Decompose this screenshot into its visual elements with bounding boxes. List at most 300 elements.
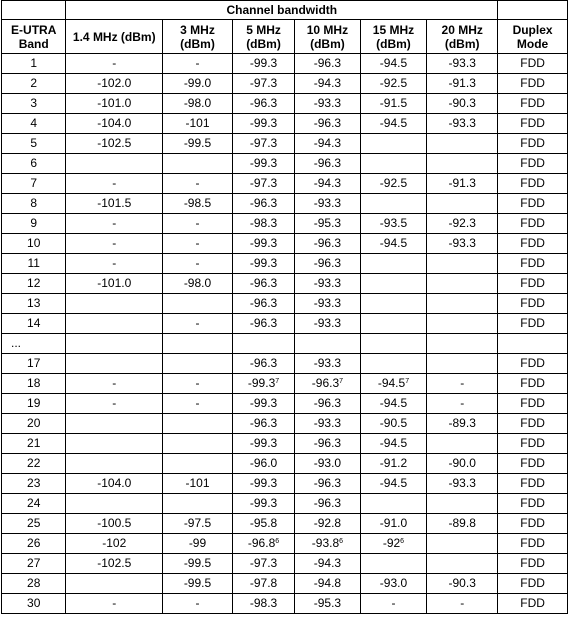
duplex-mode-cell: FDD <box>498 434 568 454</box>
value-cell-5mhz <box>232 114 294 134</box>
value-text: -98.3 <box>249 216 278 230</box>
duplex-mode-cell: FDD <box>498 274 568 294</box>
value-cell-3mhz <box>163 354 233 374</box>
value-cell-20mhz <box>427 474 498 494</box>
value-text: -97.5 <box>183 516 212 530</box>
duplex-mode-cell: FDD <box>498 354 568 374</box>
table-row <box>2 474 568 494</box>
value-cell-3mhz <box>163 394 233 414</box>
value-text: -94.5 <box>377 376 406 390</box>
value-text: -99.3 <box>249 56 278 70</box>
value-text: -95.3 <box>313 216 342 230</box>
value-text: -96.3 <box>313 116 342 130</box>
value-text: -95.8 <box>249 516 278 530</box>
value-cell-5mhz <box>232 294 294 314</box>
value-cell-3mhz <box>163 334 233 354</box>
value-text: -93.3 <box>313 296 342 310</box>
value-text: - <box>460 396 465 410</box>
value-text: -101.0 <box>97 96 132 110</box>
band-cell: 14 <box>2 314 66 334</box>
value-cell-20mhz <box>427 374 498 394</box>
band-cell: 21 <box>2 434 66 454</box>
duplex-mode-cell <box>498 334 568 354</box>
value-cell-20mhz <box>427 494 498 514</box>
value-cell-5mhz <box>232 474 294 494</box>
value-cell-3mhz <box>163 594 233 614</box>
band-cell: 26 <box>2 534 66 554</box>
value-cell-1-4mhz <box>66 574 163 594</box>
value-cell-3mhz <box>163 234 233 254</box>
value-text: -101 <box>185 476 210 490</box>
value-text: -93.3 <box>313 196 342 210</box>
table-row <box>2 134 568 154</box>
table-row <box>2 114 568 134</box>
value-text: -96.3 <box>249 276 278 290</box>
duplex-mode-cell: FDD <box>498 314 568 334</box>
duplex-mode-cell: FDD <box>498 254 568 274</box>
table-body <box>2 54 568 614</box>
band-cell: 17 <box>2 354 66 374</box>
value-cell-5mhz <box>232 94 294 114</box>
value-cell-5mhz <box>232 494 294 514</box>
table-row <box>2 94 568 114</box>
value-text: -96.3 <box>313 436 342 450</box>
value-cell-15mhz <box>360 474 427 494</box>
value-text: - <box>112 176 117 190</box>
table-row <box>2 414 568 434</box>
value-text: -96.3 <box>311 376 340 390</box>
value-cell-1-4mhz <box>66 234 163 254</box>
value-cell-15mhz <box>360 414 427 434</box>
value-text: -97.3 <box>249 76 278 90</box>
value-cell-10mhz <box>295 514 361 534</box>
duplex-mode-cell: FDD <box>498 394 568 414</box>
duplex-mode-cell: FDD <box>498 94 568 114</box>
value-cell-15mhz <box>360 54 427 74</box>
value-text: -97.3 <box>249 136 278 150</box>
duplex-mode-cell: FDD <box>498 114 568 134</box>
duplex-mode-cell: FDD <box>498 214 568 234</box>
value-cell-3mhz <box>163 114 233 134</box>
value-text: -99.3 <box>247 376 276 390</box>
value-text: -93.3 <box>448 56 476 70</box>
value-cell-15mhz <box>360 594 427 614</box>
value-cell-20mhz <box>427 174 498 194</box>
band-header-top <box>2 1 66 20</box>
value-text: -93.5 <box>379 216 408 230</box>
value-cell-15mhz <box>360 454 427 474</box>
value-text: - <box>112 396 117 410</box>
band-cell: 30 <box>2 594 66 614</box>
band-cell: 19 <box>2 394 66 414</box>
duplex-mode-cell: FDD <box>498 154 568 174</box>
value-text: -100.5 <box>97 516 132 530</box>
value-text: - <box>195 236 200 250</box>
value-cell-5mhz <box>232 134 294 154</box>
value-text: -91.3 <box>448 176 476 190</box>
value-cell-1-4mhz <box>66 254 163 274</box>
value-cell-20mhz <box>427 354 498 374</box>
value-cell-3mhz <box>163 214 233 234</box>
value-cell-3mhz <box>163 154 233 174</box>
value-text: -94.5 <box>379 236 408 250</box>
value-text: -104.0 <box>97 116 132 130</box>
table-row <box>2 494 568 514</box>
value-text: -94.5 <box>379 56 408 70</box>
value-cell-20mhz <box>427 274 498 294</box>
value-text: - <box>460 596 465 610</box>
value-text: -102.0 <box>97 76 132 90</box>
value-text: -98.3 <box>249 596 278 610</box>
value-text: -93.3 <box>448 116 476 130</box>
value-text: -91.5 <box>379 96 408 110</box>
value-text: - <box>460 376 465 390</box>
band-cell: 4 <box>2 114 66 134</box>
value-cell-10mhz <box>295 394 361 414</box>
band-cell: 6 <box>2 154 66 174</box>
value-text: -92.3 <box>448 216 476 230</box>
value-text: -92.5 <box>379 176 408 190</box>
value-cell-20mhz <box>427 154 498 174</box>
table-row <box>2 174 568 194</box>
band-column-header: E-UTRA Band <box>2 20 66 54</box>
value-cell-3mhz <box>163 94 233 114</box>
value-cell-3mhz <box>163 454 233 474</box>
value-cell-15mhz <box>360 74 427 94</box>
value-cell-10mhz <box>295 214 361 234</box>
value-cell-5mhz <box>232 554 294 574</box>
column-header-5mhz: 5 MHz (dBm) <box>232 20 294 54</box>
value-text: -102.5 <box>97 136 132 150</box>
value-cell-10mhz <box>295 334 361 354</box>
value-text: -96.3 <box>249 96 278 110</box>
value-cell-15mhz <box>360 494 427 514</box>
value-cell-3mhz <box>163 74 233 94</box>
value-text: -101 <box>185 116 210 130</box>
value-text: -96.3 <box>249 196 278 210</box>
channel-bandwidth-header: Channel bandwidth <box>66 1 498 20</box>
value-cell-15mhz <box>360 374 427 394</box>
value-cell-1-4mhz <box>66 294 163 314</box>
value-cell-20mhz <box>427 554 498 574</box>
value-cell-20mhz <box>427 114 498 134</box>
value-cell-20mhz <box>427 194 498 214</box>
duplex-mode-cell: FDD <box>498 414 568 434</box>
value-cell-20mhz <box>427 594 498 614</box>
value-text: -94.3 <box>313 556 342 570</box>
value-text: -90.0 <box>448 456 476 470</box>
value-cell-5mhz <box>232 194 294 214</box>
value-text: -96.3 <box>249 356 278 370</box>
value-cell-20mhz <box>427 314 498 334</box>
value-cell-10mhz <box>295 534 361 554</box>
value-cell-20mhz <box>427 234 498 254</box>
value-cell-10mhz <box>295 494 361 514</box>
duplex-mode-header: Duplex Mode <box>498 20 568 54</box>
value-cell-5mhz <box>232 514 294 534</box>
value-text: -97.3 <box>249 176 278 190</box>
value-text: -99.3 <box>249 476 278 490</box>
value-cell-10mhz <box>295 74 361 94</box>
value-text: - <box>112 376 117 390</box>
table-row <box>2 354 568 374</box>
table-row <box>2 54 568 74</box>
value-text: -94.3 <box>313 136 342 150</box>
value-text: -96.3 <box>313 476 342 490</box>
value-text: -93.0 <box>313 456 342 470</box>
value-text: -92.8 <box>313 516 342 530</box>
value-text: -99 <box>188 536 207 550</box>
table-row <box>2 394 568 414</box>
value-cell-5mhz <box>232 354 294 374</box>
value-cell-3mhz <box>163 374 233 394</box>
value-cell-3mhz <box>163 554 233 574</box>
band-cell: 10 <box>2 234 66 254</box>
value-cell-10mhz <box>295 374 361 394</box>
value-text: -101.0 <box>97 276 132 290</box>
value-text: -99.5 <box>183 576 212 590</box>
value-cell-10mhz <box>295 94 361 114</box>
value-cell-15mhz <box>360 254 427 274</box>
duplex-mode-cell: FDD <box>498 574 568 594</box>
value-text: -102.5 <box>97 556 132 570</box>
value-cell-3mhz <box>163 514 233 534</box>
value-cell-1-4mhz <box>66 114 163 134</box>
value-text: - <box>112 596 117 610</box>
value-cell-5mhz <box>232 274 294 294</box>
value-cell-10mhz <box>295 294 361 314</box>
duplex-mode-cell: FDD <box>498 134 568 154</box>
value-text: -94.8 <box>313 576 342 590</box>
value-text: -93.3 <box>313 416 342 430</box>
table-row <box>2 214 568 234</box>
value-cell-3mhz <box>163 254 233 274</box>
value-cell-20mhz <box>427 574 498 594</box>
value-cell-1-4mhz <box>66 594 163 614</box>
band-cell: 9 <box>2 214 66 234</box>
duplex-mode-cell: FDD <box>498 234 568 254</box>
value-text: - <box>195 256 200 270</box>
value-cell-1-4mhz <box>66 414 163 434</box>
value-text: -89.3 <box>448 416 476 430</box>
value-cell-15mhz <box>360 94 427 114</box>
value-text: -96.0 <box>249 456 278 470</box>
duplex-mode-cell: FDD <box>498 594 568 614</box>
value-cell-20mhz <box>427 434 498 454</box>
duplex-mode-cell: FDD <box>498 494 568 514</box>
value-text: -93.3 <box>313 356 342 370</box>
value-cell-15mhz <box>360 534 427 554</box>
band-cell: ... <box>2 334 66 354</box>
value-cell-5mhz <box>232 534 294 554</box>
value-text: -93.0 <box>379 576 408 590</box>
value-cell-3mhz <box>163 414 233 434</box>
value-cell-1-4mhz <box>66 554 163 574</box>
value-cell-1-4mhz <box>66 94 163 114</box>
value-text: - <box>195 396 200 410</box>
footnote-marker: 6 <box>400 538 405 545</box>
value-cell-3mhz <box>163 574 233 594</box>
value-cell-1-4mhz <box>66 514 163 534</box>
value-text: - <box>391 596 396 610</box>
value-cell-1-4mhz <box>66 474 163 494</box>
value-cell-15mhz <box>360 234 427 254</box>
value-cell-10mhz <box>295 234 361 254</box>
value-cell-1-4mhz <box>66 174 163 194</box>
duplex-mode-cell: FDD <box>498 554 568 574</box>
value-text: -104.0 <box>97 476 132 490</box>
duplex-mode-cell: FDD <box>498 374 568 394</box>
value-cell-20mhz <box>427 394 498 414</box>
value-text: - <box>195 176 200 190</box>
value-cell-5mhz <box>232 154 294 174</box>
duplex-mode-cell: FDD <box>498 454 568 474</box>
value-cell-3mhz <box>163 474 233 494</box>
value-text: -98.0 <box>183 96 212 110</box>
value-cell-10mhz <box>295 134 361 154</box>
duplex-mode-cell: FDD <box>498 74 568 94</box>
value-cell-10mhz <box>295 454 361 474</box>
band-cell: 28 <box>2 574 66 594</box>
value-cell-10mhz <box>295 354 361 374</box>
value-cell-20mhz <box>427 134 498 154</box>
table-row <box>2 234 568 254</box>
value-cell-15mhz <box>360 134 427 154</box>
value-cell-15mhz <box>360 194 427 214</box>
value-cell-15mhz <box>360 174 427 194</box>
footnote-marker: 7 <box>405 378 410 385</box>
value-cell-1-4mhz <box>66 134 163 154</box>
value-cell-1-4mhz <box>66 214 163 234</box>
band-cell: 27 <box>2 554 66 574</box>
value-text: -96.3 <box>249 296 278 310</box>
value-text: -93.3 <box>313 276 342 290</box>
table-row <box>2 514 568 534</box>
value-text: -93.3 <box>313 316 342 330</box>
table-row <box>2 454 568 474</box>
value-cell-5mhz <box>232 594 294 614</box>
value-cell-10mhz <box>295 254 361 274</box>
value-cell-3mhz <box>163 54 233 74</box>
band-cell: 25 <box>2 514 66 534</box>
value-text: -96.3 <box>313 56 342 70</box>
value-cell-1-4mhz <box>66 434 163 454</box>
column-header-3mhz: 3 MHz (dBm) <box>163 20 233 54</box>
band-cell: 11 <box>2 254 66 274</box>
table-row <box>2 534 568 554</box>
table-row <box>2 274 568 294</box>
table-row <box>2 434 568 454</box>
table-row <box>2 294 568 314</box>
duplex-mode-cell: FDD <box>498 294 568 314</box>
value-text: -93.8 <box>311 536 340 550</box>
value-text: -94.5 <box>379 476 408 490</box>
value-text: -102 <box>102 536 127 550</box>
value-text: -99.3 <box>249 116 278 130</box>
band-cell: 8 <box>2 194 66 214</box>
reference-sensitivity-table <box>1 0 568 614</box>
value-cell-15mhz <box>360 154 427 174</box>
value-cell-5mhz <box>232 414 294 434</box>
value-text: -93.3 <box>448 476 476 490</box>
value-cell-1-4mhz <box>66 534 163 554</box>
value-cell-1-4mhz <box>66 334 163 354</box>
value-cell-5mhz <box>232 454 294 474</box>
value-text: -99.3 <box>249 256 278 270</box>
value-text: -91.3 <box>448 76 476 90</box>
value-cell-5mhz <box>232 74 294 94</box>
value-cell-3mhz <box>163 294 233 314</box>
value-text: -90.3 <box>448 576 476 590</box>
table-row <box>2 594 568 614</box>
value-cell-1-4mhz <box>66 454 163 474</box>
value-cell-15mhz <box>360 574 427 594</box>
value-cell-5mhz <box>232 374 294 394</box>
duplex-mode-cell: FDD <box>498 514 568 534</box>
value-text: -91.2 <box>379 456 408 470</box>
value-cell-3mhz <box>163 434 233 454</box>
value-cell-5mhz <box>232 314 294 334</box>
value-cell-1-4mhz <box>66 74 163 94</box>
value-text: -99.5 <box>183 136 212 150</box>
value-cell-1-4mhz <box>66 154 163 174</box>
value-text: - <box>195 216 200 230</box>
value-cell-3mhz <box>163 494 233 514</box>
value-cell-20mhz <box>427 74 498 94</box>
table-row <box>2 254 568 274</box>
value-text: -101.5 <box>97 196 132 210</box>
footnote-marker: 7 <box>339 378 344 385</box>
value-text: - <box>112 236 117 250</box>
table-row <box>2 194 568 214</box>
value-cell-10mhz <box>295 434 361 454</box>
column-header-1-4mhz: 1.4 MHz (dBm) <box>66 20 163 54</box>
value-cell-15mhz <box>360 274 427 294</box>
value-cell-1-4mhz <box>66 394 163 414</box>
column-header-15mhz: 15 MHz (dBm) <box>360 20 427 54</box>
value-cell-5mhz <box>232 394 294 414</box>
value-cell-5mhz <box>232 434 294 454</box>
value-cell-3mhz <box>163 134 233 154</box>
value-cell-15mhz <box>360 294 427 314</box>
value-cell-10mhz <box>295 474 361 494</box>
band-cell: 18 <box>2 374 66 394</box>
band-cell: 12 <box>2 274 66 294</box>
band-cell: 7 <box>2 174 66 194</box>
table-row <box>2 554 568 574</box>
value-text: -97.3 <box>249 556 278 570</box>
value-text: -94.5 <box>379 116 408 130</box>
value-cell-10mhz <box>295 54 361 74</box>
value-cell-10mhz <box>295 114 361 134</box>
value-cell-20mhz <box>427 54 498 74</box>
value-text: - <box>195 316 200 330</box>
value-text: -96.3 <box>313 156 342 170</box>
duplex-mode-cell: FDD <box>498 54 568 74</box>
value-text: -99.3 <box>249 496 278 510</box>
value-text: - <box>195 596 200 610</box>
value-text: -94.3 <box>313 76 342 90</box>
value-cell-1-4mhz <box>66 354 163 374</box>
value-text: - <box>112 256 117 270</box>
value-text: -96.3 <box>313 236 342 250</box>
value-cell-15mhz <box>360 434 427 454</box>
value-cell-3mhz <box>163 314 233 334</box>
value-cell-10mhz <box>295 594 361 614</box>
value-cell-10mhz <box>295 274 361 294</box>
duplex-header-top <box>498 1 568 20</box>
value-text: - <box>195 56 200 70</box>
